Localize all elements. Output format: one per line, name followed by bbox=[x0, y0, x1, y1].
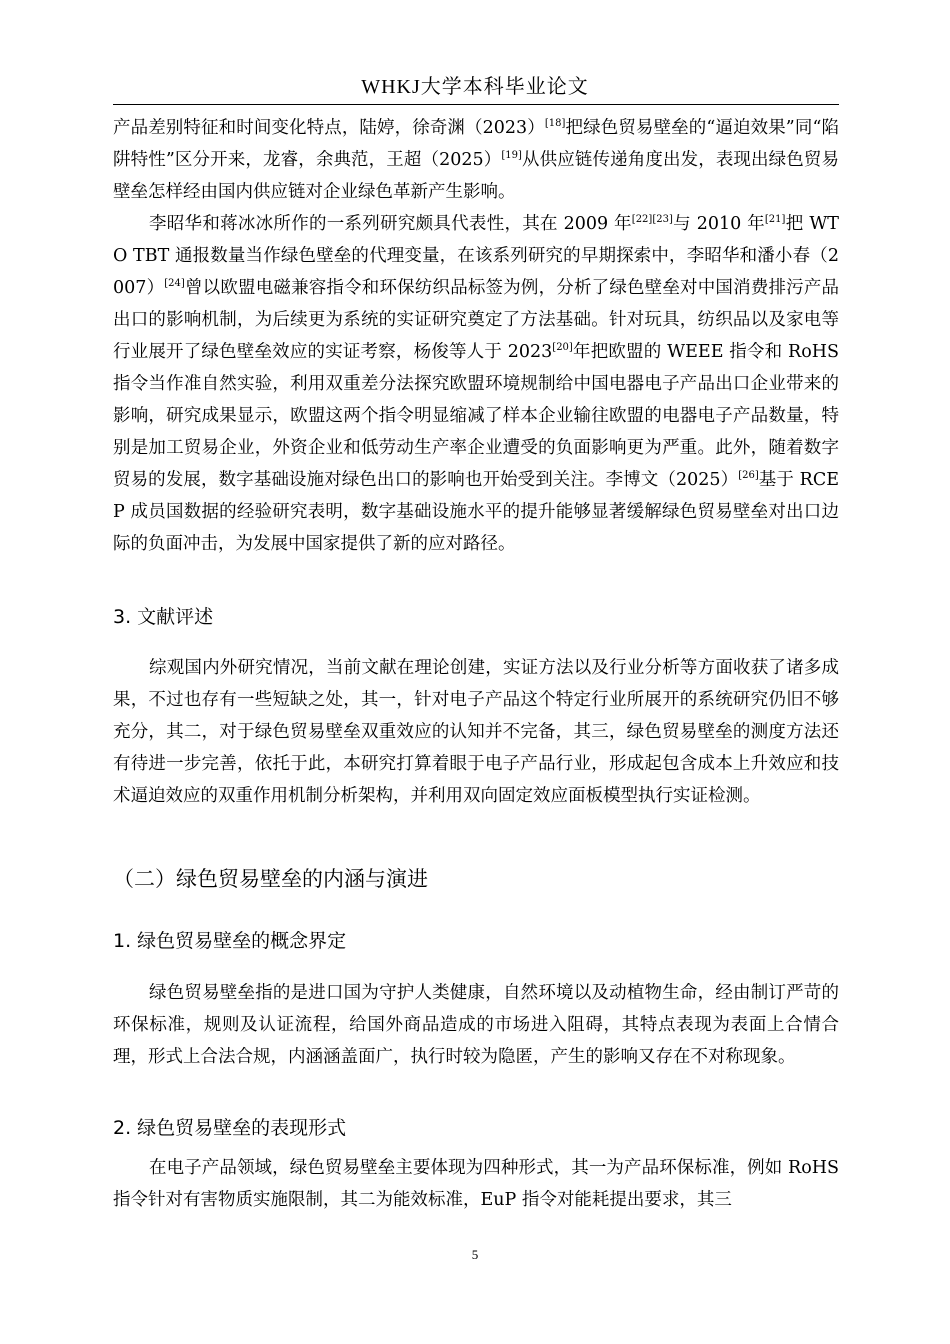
text-run: 把 WTO TBT 通报数量当作绿色壁垒的代理变量，在该系列研究的早期探索中，李昭华和潘小春（2007） bbox=[113, 214, 839, 298]
header-title: 大学本科毕业论文 bbox=[420, 74, 589, 98]
text-run: 曾以欧盟电磁兼容指令和环保纺织品标签为例，分析了绿色壁垒对中国消费排污产品出口的影响机制，为后续更为系统的实证研究奠定了方法基础。针对玩具，纺织品以及家电等行业展开了绿色壁垒效应的实证考察，杨俊等人于 2023 bbox=[113, 278, 839, 362]
citation-ref: [20] bbox=[552, 342, 573, 354]
text-run: 李昭华和蒋冰冰所作的一系列研究颇具代表性，其在 2009 年 bbox=[149, 214, 632, 234]
text-run: 把绿色贸易壁垒的“逼迫效果”同“陷阱特性”区分开来，龙睿，余典范，王超（2025） bbox=[113, 118, 839, 170]
citation-ref: [22][23] bbox=[631, 214, 673, 226]
header-prefix: WHKJ bbox=[361, 76, 421, 98]
paragraph-concept: 绿色贸易壁垒指的是进口国为守护人类健康，自然环境以及动植物生命，经由制订严苛的环保标准，规则及认证流程，给国外商品造成的市场进入阻碍，其特点表现为表面上合情合理，形式上合法合规，内涵涵盖面广，执行时较为隐匿，产生的影响又存在不对称现象。 bbox=[113, 983, 839, 1067]
citation-ref: [19] bbox=[501, 150, 522, 162]
text-run: 产品差别特征和时间变化特点，陆婷，徐奇渊（2023） bbox=[113, 118, 545, 138]
citation-ref: [21] bbox=[764, 214, 786, 226]
page-header bbox=[0, 72, 950, 101]
citation-ref: [18] bbox=[544, 118, 566, 130]
text-run: 与 2010 年 bbox=[672, 214, 765, 234]
paragraph-continued bbox=[113, 112, 839, 208]
paragraph-forms: 在电子产品领域，绿色贸易壁垒主要体现为四种形式，其一为产品环保标准，例如 RoHS 指令针对有害物质实施限制，其二为能效标准，EuP 指令对能耗提出要求，其三 bbox=[113, 1158, 839, 1210]
paragraph-review: 综观国内外研究情况，当前文献在理论创建，实证方法以及行业分析等方面收获了诸多成果，不过也存有一些短缺之处，其一，针对电子产品这个特定行业所展开的系统研究仍旧不够充分，其二，对于绿色贸易壁垒双重效应的认知并不完备，其三，绿色贸易壁垒的测度方法还有待进一步完善，依托于此，本研究打算着眼于电子产品行业，形成起包含成本上升效应和技术逼迫效应的双重作用机制分析架构，并利用双向固定效应面板模型执行实证检测。 bbox=[113, 658, 839, 806]
text-run: 从供应链传递角度出发，表现出绿色贸易壁垒怎样经由国内供应链对企业绿色革新产生影响。 bbox=[113, 150, 840, 202]
citation-ref: [24] bbox=[164, 278, 185, 290]
heading-concept-definition: 1. 绿色贸易壁垒的概念界定 bbox=[113, 930, 347, 952]
text-run: 年把欧盟的 WEEE 指令和 RoHS 指令当作准自然实验，利用双重差分法探究欧盟环境规制给中国电器电子产品出口企业带来的影响，研究成果显示，欧盟这两个指令明显缩减了样本企业输往欧盟的电器电子产品数量，特别是加工贸易企业，外资企业和低劳动生产率企业遭受的负面影响更为严重。此外，随着数字贸易的发展，数字基础设施对绿色出口的影响也开始受到关注。李博文（2025） bbox=[113, 342, 839, 490]
paragraph-li-zhaohua bbox=[113, 208, 839, 560]
text-run: 基于 RCEP 成员国数据的经验研究表明，数字基础设施水平的提升能够显著缓解绿色贸易壁垒对出口边际的负面冲击，为发展中国家提供了新的应对路径。 bbox=[113, 470, 839, 554]
heading-forms: 2. 绿色贸易壁垒的表现形式 bbox=[113, 1117, 347, 1139]
heading-literature-review: 3. 文献评述 bbox=[113, 606, 214, 628]
header-divider bbox=[113, 104, 839, 105]
heading-section-two: （二）绿色贸易壁垒的内涵与演进 bbox=[113, 867, 428, 891]
citation-ref: [26] bbox=[738, 470, 759, 482]
page-number: 5 bbox=[471, 1247, 479, 1262]
